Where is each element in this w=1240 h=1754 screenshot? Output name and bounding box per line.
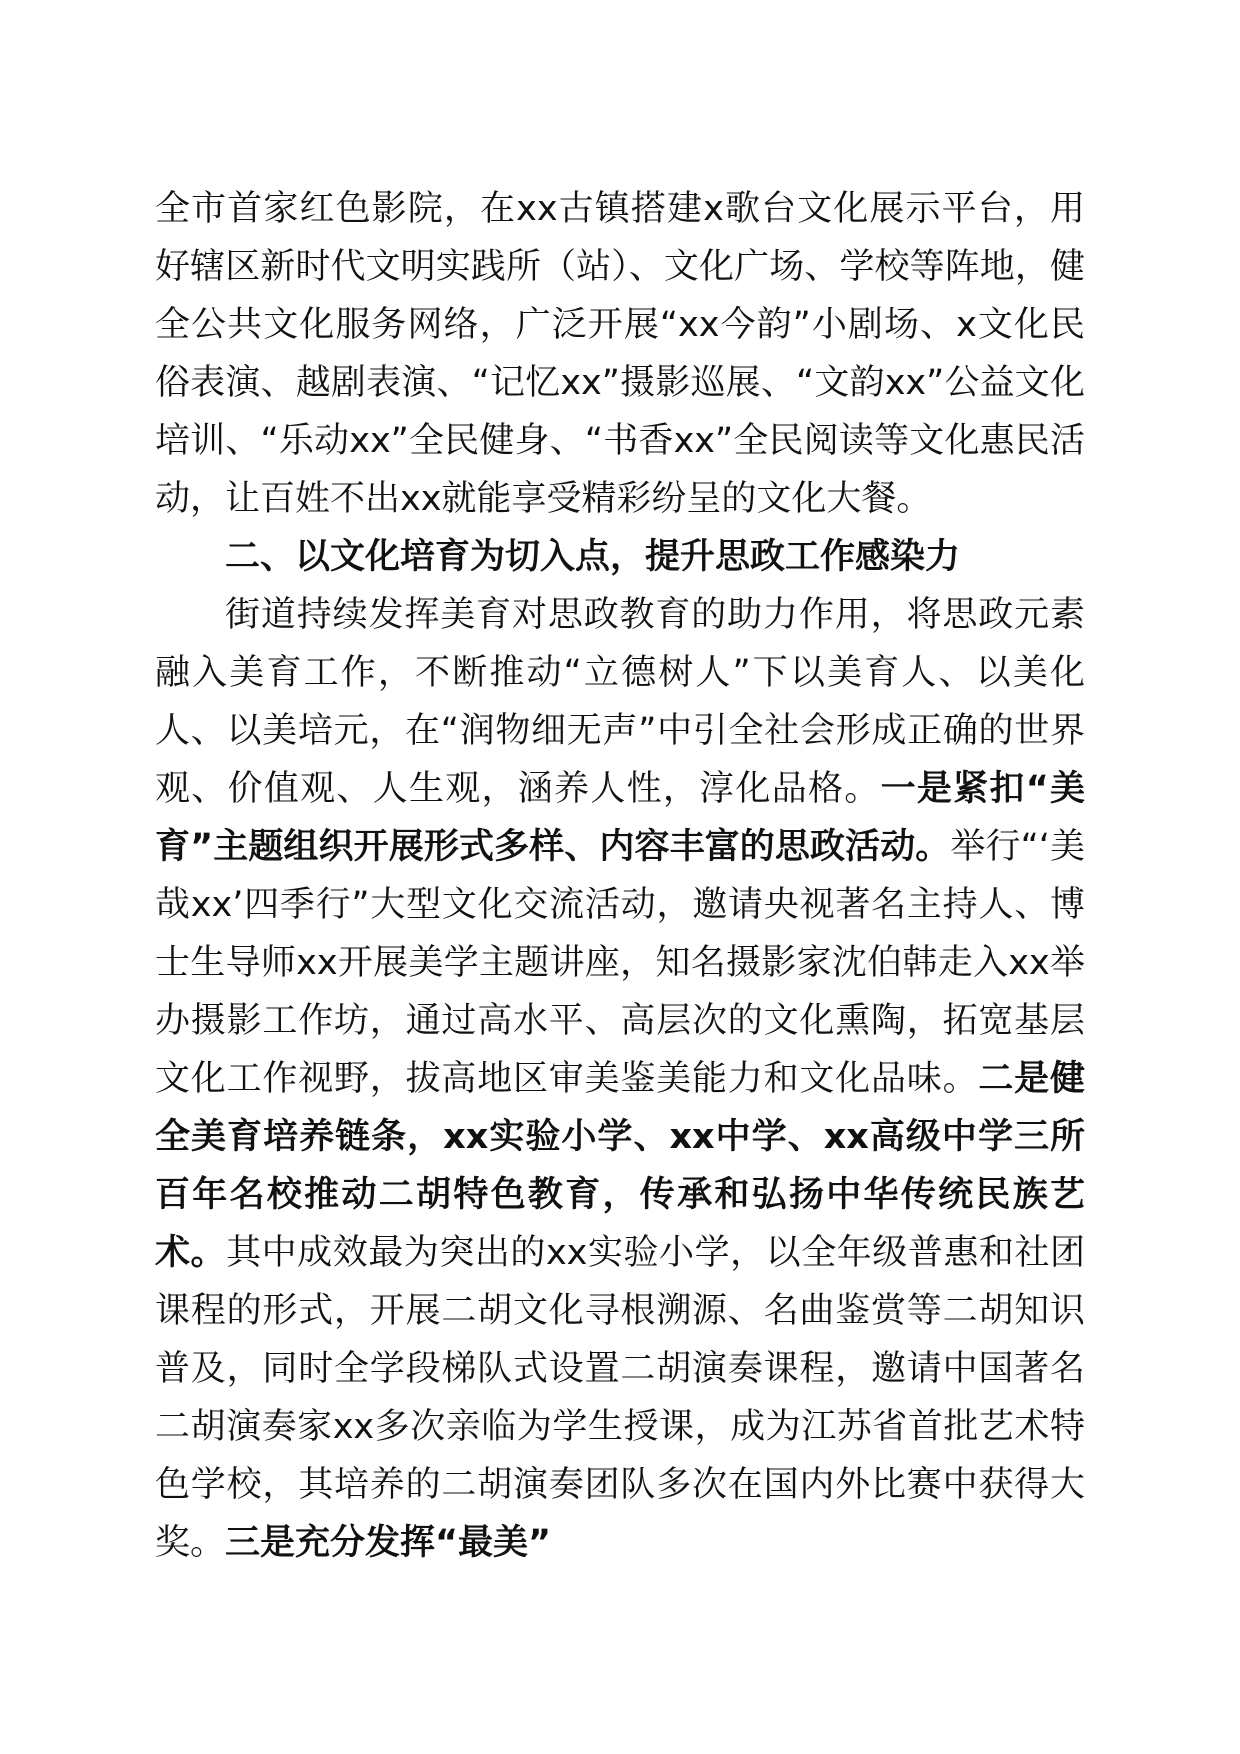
paragraph-2: [155, 586, 1085, 1572]
point-3-heading: 三是充分发挥“最美”: [225, 1523, 552, 1563]
paragraph-1: [155, 180, 1085, 528]
document-body: [155, 180, 1085, 1572]
section-heading-2: 二、以文化培育为切入点，提升思政工作感染力: [225, 537, 961, 577]
paragraph-1-text: 全市首家红色影院，在xx古镇搭建x歌台文化展示平台，用好辖区新时代文明实践所（站）、文化广场、学校等阵地，健全公共文化服务网络，广泛开展“xx今韵”小剧场、x文化民俗表演、越剧表演、“记忆xx”摄影巡展、“文韵xx”公益文化培训、“乐动xx”全民健身、“书香xx”全民阅读等文化惠民活动，让百姓不出xx就能享受精彩纷呈的文化大餐。: [155, 189, 1085, 519]
point-1-heading: 一是紧扣“美育”主题组织开展形式多样、内容丰富的思政活动。: [155, 769, 1085, 867]
paragraph-2-intro: 街道持续发挥美育对思政教育的助力作用，将思政元素融入美育工作，不断推动“立德树人”下以美育人、以美化人、以美培元，在“润物细无声”中引全社会形成正确的世界观、价值观、人生观，涵养人性，淳化品格。: [155, 595, 1085, 809]
point-1-text: 举行“‘美哉xx’四季行”大型文化交流活动，邀请央视著名主持人、博士生导师xx开展美学主题讲座，知名摄影家沈伯韩走入xx举办摄影工作坊，通过高水平、高层次的文化熏陶，拓宽基层文化工作视野，拔高地区审美鉴美能力和文化品味。: [155, 827, 1085, 1099]
point-2-heading: 二是健全美育培养链条，xx实验小学、xx中学、xx高级中学三所百年名校推动二胡特色教育，传承和弘扬中华传统民族艺术。: [155, 1059, 1085, 1273]
point-2-text: 其中成效最为突出的xx实验小学，以全年级普惠和社团课程的形式，开展二胡文化寻根溯源、名曲鉴赏等二胡知识普及，同时全学段梯队式设置二胡演奏课程，邀请中国著名二胡演奏家xx多次亲临为学生授课，成为江苏省首批艺术特色学校，其培养的二胡演奏团队多次在国内外比赛中获得大奖。: [155, 1233, 1085, 1563]
